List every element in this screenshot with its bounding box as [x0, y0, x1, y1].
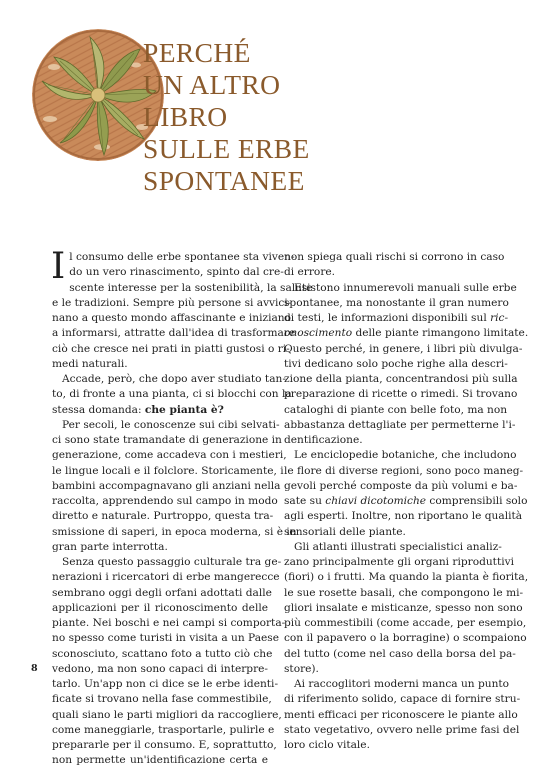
text-line: non permette un'identificazione certa e — [52, 754, 268, 767]
text-line: cataloghi di piante con belle foto, ma non — [284, 403, 508, 416]
text-line: di errore. — [284, 266, 336, 279]
text-line: bambini accompagnavano gli anziani nella — [52, 479, 281, 492]
paragraph — [52, 372, 292, 418]
text-line: Gli atlanti illustrati specialistici analiz- — [294, 540, 502, 553]
text-line: Ai raccoglitori moderni manca un punto — [294, 678, 510, 690]
paragraph — [284, 677, 521, 753]
text-line: smissione di saperi, in epoca moderna, si è in — [52, 525, 297, 538]
text-line: scente interesse per la sostenibilità, la salute — [69, 281, 313, 294]
text-line: nano a questo mondo affascinante e iniziano — [52, 312, 291, 324]
text-line: gran parte interrotta. — [52, 540, 168, 553]
right-text-column — [284, 250, 529, 753]
text-line: (fiori) o i frutti. Ma quando la pianta è fiorita, — [284, 571, 529, 584]
text-line: del tutto (come nel caso della borsa del pa- — [284, 647, 516, 660]
text-line: Le enciclopedie botaniche, che includono — [294, 449, 517, 462]
text-line — [284, 494, 528, 509]
text-line: do un vero rinascimento, spinto dal cre- — [69, 266, 284, 279]
text-line: piante. Nei boschi e nei campi si comporta- — [52, 617, 286, 629]
title-line: SPONTANEE — [143, 165, 305, 196]
text-fragment: comprensibili solo — [426, 495, 528, 507]
text-line: con il papavero o la borragine) o scompaiono — [284, 632, 527, 645]
paragraph — [284, 281, 529, 449]
text-line — [284, 311, 509, 326]
page-title — [143, 37, 310, 197]
text-line: Esistono innumerevoli manuali sulle erbe — [294, 281, 517, 294]
text-line: loro ciclo vitale. — [284, 739, 370, 751]
text-line: generazione, come accadeva con i mestieri, — [52, 449, 287, 462]
text-line: abbastanza dettagliate per permetterne l'i- — [284, 418, 516, 431]
text-line: Per secoli, le conoscenze sui cibi selvati- — [62, 418, 280, 431]
text-fragment: di testi, le informazioni disponibili sul — [284, 312, 491, 324]
text-line: no spesso come turisti in visita a un Paese — [52, 632, 280, 645]
text-line: stato vegetativo, ovvero nelle prime fasi del — [284, 723, 520, 736]
text-line: spontanee, ma nonostante il gran numero — [284, 296, 509, 309]
text-line: quali siano le parti migliori da raccogliere, — [52, 708, 282, 721]
paragraph — [284, 250, 505, 281]
paragraph — [284, 540, 529, 677]
question-highlight: che pianta è? — [144, 403, 224, 416]
text-line: menti efficaci per riconoscere le piante allo — [284, 708, 518, 721]
italic-term: chiavi dicotomiche — [325, 495, 427, 507]
text-line: store). — [284, 662, 319, 675]
italic-term: onoscimento — [284, 327, 353, 340]
text-line: ficate si trovano nella fase commestibile, — [52, 693, 272, 706]
text-line: ciò che cresce nei prati in piatti gustosi o ri- — [52, 342, 290, 355]
text-line — [52, 403, 268, 418]
text-line — [284, 326, 529, 341]
text-line: tivi dedicano solo poche righe alla descri- — [284, 357, 508, 370]
text-line: applicazioni per il riconoscimento delle — [52, 601, 268, 614]
text-line: le flore di diverse regioni, sono poco maneg- — [284, 464, 524, 477]
title-line: LIBRO — [143, 101, 228, 132]
text-line: Senza questo passaggio culturale tra ge- — [62, 556, 282, 568]
title-line: UN ALTRO — [143, 69, 281, 100]
text-line: zione della pianta, concentrandosi più sulla — [284, 373, 518, 385]
text-line: come maneggiarle, trasportarle, pulirle e — [52, 723, 275, 736]
text-line: sembrano oggi degli orfani adottati dalle — [52, 586, 272, 599]
text-line: to, di fronte a una pianta, ci si blocchi con la — [52, 388, 292, 401]
text-line: agli esperti. Inoltre, non riportano le qualità — [284, 510, 523, 523]
drop-cap: I — [51, 246, 66, 287]
text-fragment: sate su — [284, 495, 326, 507]
text-line: medi naturali. — [52, 357, 128, 370]
text-line: diretto e naturale. Purtroppo, questa tra- — [52, 510, 274, 523]
text-fragment: stessa domanda: — [52, 403, 145, 416]
text-line: tarlo. Un'app non ci dice se le erbe identi- — [52, 678, 279, 690]
paragraph — [284, 448, 528, 540]
paragraph — [52, 418, 297, 555]
text-line: Accade, però, che dopo aver studiato tan- — [62, 373, 286, 385]
text-line: preparazione di ricette o rimedi. Si trovano — [284, 388, 518, 401]
text-line: Questo perché, in genere, i libri più divulga- — [284, 342, 523, 355]
text-line: sconosciuto, scattano foto a tutto ciò che — [52, 647, 273, 660]
text-line: gliori insalate e misticanze, spesso non sono — [284, 601, 523, 614]
text-line: non spiega quali rischi si corrono in caso — [284, 251, 505, 263]
text-line: le lingue locali e il folclore. Storicamente, i — [52, 464, 284, 477]
page-number: 8 — [31, 663, 38, 674]
text-line: gevoli perché composte da più volumi e ba- — [284, 479, 518, 492]
text-line: le sue rosette basali, che compongono le mi- — [284, 586, 524, 599]
text-line: nerazioni i ricercatori di erbe mangerecce — [52, 571, 280, 584]
text-line: zano principalmente gli organi riproduttivi — [284, 556, 514, 568]
text-line: l consumo delle erbe spontanee sta viven- — [69, 251, 295, 263]
title-line: PERCHÉ — [143, 37, 251, 68]
text-line: prepararle per il consumo. E, soprattutto, — [52, 739, 277, 751]
title-line: SULLE ERBE — [143, 133, 310, 164]
text-line: dentificazione. — [284, 434, 363, 446]
text-line: sensoriali delle piante. — [284, 525, 406, 538]
text-fragment: delle piante rimangono limitate. — [352, 327, 529, 340]
text-line: a informarsi, attratte dall'idea di trasformare — [52, 327, 296, 340]
italic-term: ric- — [490, 312, 509, 324]
text-line: vedono, ma non sono capaci di interpre- — [52, 662, 268, 675]
paragraph — [52, 555, 286, 769]
text-line: raccolta, apprendendo sul campo in modo — [52, 495, 278, 507]
text-line: più commestibili (come accade, per esempio, — [284, 617, 527, 629]
text-line: e le tradizioni. Sempre più persone si avvici- — [52, 296, 292, 309]
text-line: ci sono state tramandate di generazione in — [52, 434, 282, 446]
text-line: di riferimento solido, capace di fornire stru- — [284, 693, 521, 706]
